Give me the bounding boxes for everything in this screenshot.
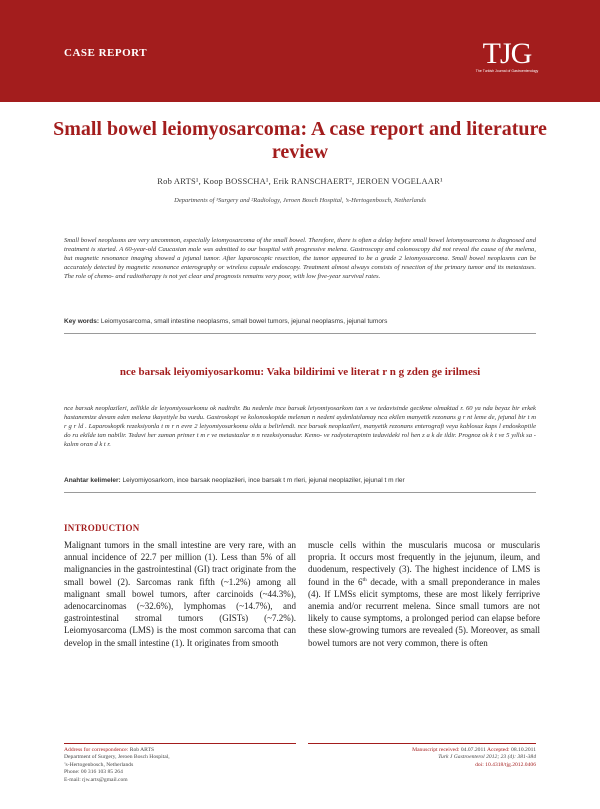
- article-type-label: CASE REPORT: [64, 47, 148, 59]
- received-date: 04.07.2011: [460, 747, 486, 753]
- citation: Turk J Gastroenterol 2012; 23 (4): 381-384: [438, 754, 536, 761]
- divider: [64, 333, 536, 334]
- address-line: Department of Surgery, Jeroen Bosch Hospital,: [64, 754, 170, 761]
- received-label: Manuscript received:: [412, 747, 460, 753]
- body-column-left: Malignant tumors in the small intestine are very rare, with an annual incidence of 22.7 per million (1). Less than 5% of all malignancies in the gastrointestinal (GI) tract originate from the small bowel (2). Sarcomas rank fifth (~1.2%) among all malignant small bowel tumors, after carcinoids (~44.3%), adenocarcinomas (~32.6%), lymphomas (~14.7%), and gastrointestinal stromal tumors (GISTs) (~7.2%). Leiomyosarcoma (LMS) is the most common sarcoma that can develop in the small intestine (1). It originates from smooth: [64, 540, 296, 648]
- manuscript-info: [308, 747, 536, 769]
- journal-logo: [467, 38, 547, 82]
- correspondence-block: [64, 747, 296, 784]
- keywords: [64, 318, 536, 325]
- journal-logo-text: TJG: [482, 37, 532, 70]
- turkish-keywords-text: Leiyomiyosarkom, ince barsak neoplazileri, ince barsak t m rleri, jejunal neoplaziler, jejunal t m rler: [122, 477, 405, 484]
- footer-rule-left: [64, 743, 296, 744]
- body-column-right: [308, 539, 540, 649]
- turkish-keywords: [64, 477, 536, 484]
- turkish-title: nce barsak leiyomiyosarkomu: Vaka bildirimi ve literat r n g zden ge irilmesi: [119, 366, 481, 378]
- accepted-date: 08.10.2011: [511, 747, 536, 753]
- abstract-text: Small bowel neoplasms are very uncommon, especially leiomyosarcoma of the small bowel. Therefore, there is often a delay before small bowel leiomyosarcoma is diagnosed and treatment is started. A 60-year-old Caucasian male was admitted to our hospital with progressive melena. Gastroscopy and colonoscopy did not reveal the cause of the melena, but magnetic resonance imaging showed a jejunal tumor. After laparoscopic resection, the tumor appeared to be a grade 2 leiomyosarcoma. Small bowel neoplasms can be accurately detected by magnetic resonance enterography or wireless capsule endoscopy. Treatment almost always consists of resection of the primary tumor and its metastases. The role of chemo- and radiotherapy is not yet clear and prognosis remains very poor, with low five-year survival rates.: [64, 237, 536, 280]
- doi-link[interactable]: doi: 10.4318/tjg.2012.0406: [475, 761, 536, 768]
- address-line: ’s-Hertogenbosch, Netherlands: [64, 761, 134, 768]
- affiliations: Departments of ¹Surgery and ²Radiology, Jeroen Bosch Hospital, ’s-Hertogenbosch, Netherlands: [174, 197, 426, 204]
- article-title: Small bowel leiomyosarcoma: A case report and literature review: [53, 118, 547, 163]
- keywords-label: Key words:: [64, 318, 100, 325]
- phone-number: Phone: 00 316 103 85 264: [64, 769, 123, 776]
- section-heading-introduction: INTRODUCTION: [64, 523, 140, 533]
- divider: [64, 492, 536, 493]
- email-address[interactable]: E-mail: rjw.arts@gmail.com: [64, 776, 128, 783]
- turkish-abstract: nce barsak neoplazileri, zellikle de leiyomiyosarkomu ok nadirdir. Bu nedenle ince barsak leiyomiyosarkom tan s ve tedavisinde gecikme olmaktad r. 60 ya nda beyaz bir erkek hastanemize devam eden melena ikayetiyle ba vurdu. Gastroskopi ve kolonoskopide melenan n nedeni aydınlatılamay nca ekilen manyetik rezonans g r nt leme de, jejunal bir t m r g r ld . Laparoskopik rezeksiyonla t m r n evre 2 leiyomiyosarkomu oldu u belirlendi. nce barsak neoplazileri, manyetik rezonans enterografi veya kablosuz kaps l endoskopiile do ru ekilde tan nabilir. Tedavi her zaman primer t m r ve metastazlar n n rezeksiyonudur. Kemo- ve radyoterapinin tedavideki rol hen z a k de ildir. Prognoz ok k t ve 5 yıllık sa -kalım oran d k t r.: [64, 405, 536, 448]
- correspondence-name: Rob ARTS: [129, 747, 155, 753]
- ordinal-suffix: th: [362, 576, 367, 583]
- correspondence-label: Address for correspondence:: [64, 747, 129, 753]
- accepted-label: Accepted:: [486, 747, 510, 753]
- author-list: Rob ARTS¹, Koop BOSSCHA¹, Erik RANSCHAERT², JEROEN VOGELAAR¹: [157, 176, 443, 186]
- body-text: muscle cells within the muscularis mucosa or muscularis propria. It occurs most frequently in the jejunum, ileum, and duodenum, respectively (3). The highest incidence of LMS is found in the 6: [308, 540, 540, 587]
- footer-rule-right: [308, 743, 536, 744]
- keywords-text: Leiomyosarcoma, small intestine neoplasms, small bowel tumors, jejunal neoplasms, jejunal tumors: [100, 318, 388, 325]
- turkish-keywords-label: Anahtar kelimeler:: [64, 477, 121, 484]
- body-text: decade, with a small preponderance in males (4). If LMSs elicit symptoms, these are most likely ferriprive anemia and/or recurrent melena. Since small tumors are not likely to cause symptoms, a prolonged period can elapse before these slow-growing tumors are revealed (5). Moreover, as small bowel tumors are not very common, there is often: [308, 576, 540, 648]
- journal-logo-subtitle: The Turkish Journal of Gastroenterology: [475, 69, 539, 73]
